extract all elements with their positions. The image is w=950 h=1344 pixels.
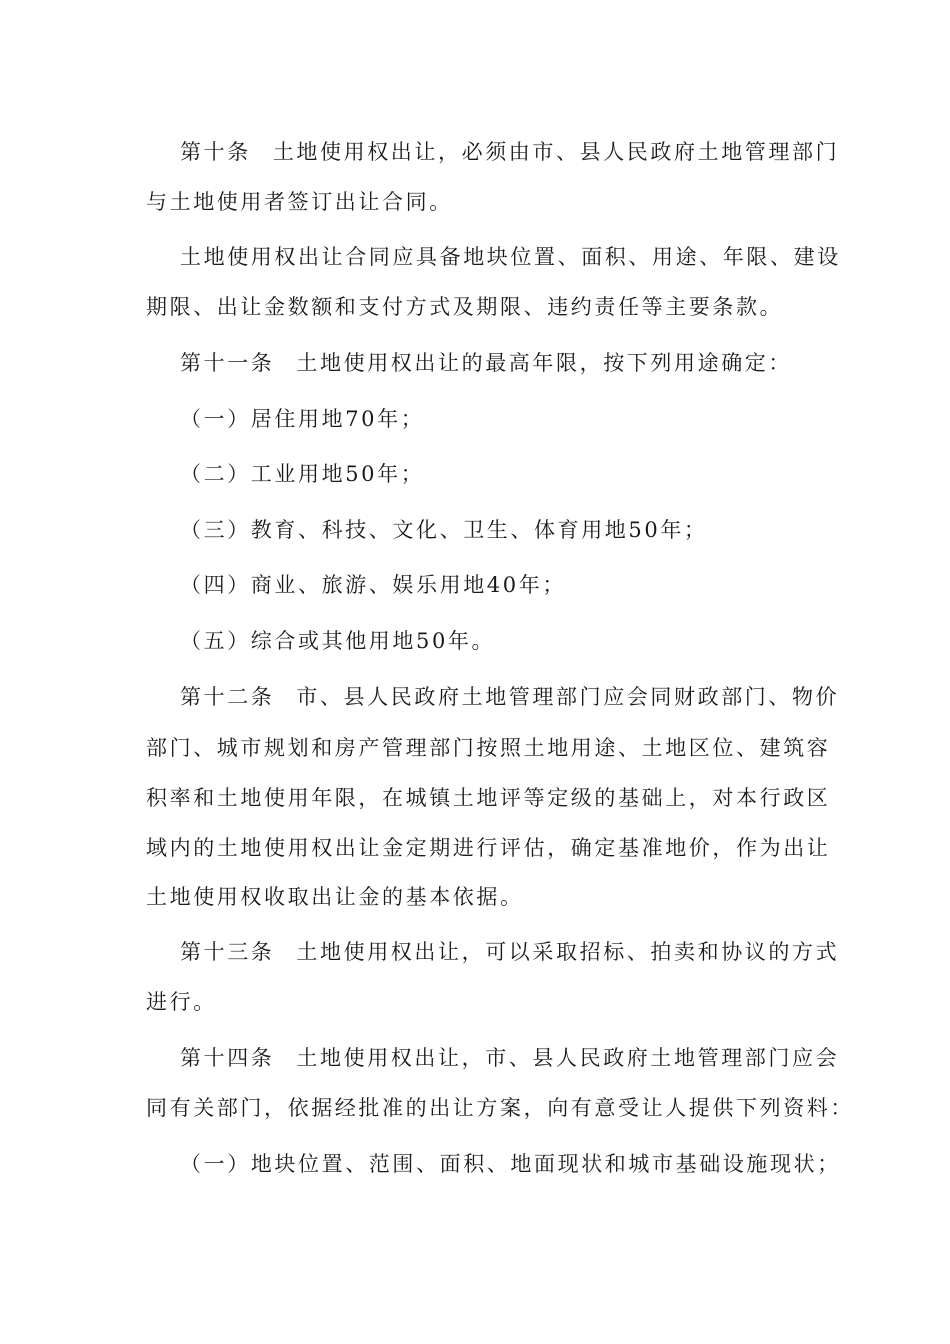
article-text: 土地使用权出让的最高年限，按下列用途确定： (296, 351, 793, 375)
article-10-line-1 (180, 137, 839, 167)
paragraph-line: 同有关部门，依据经批准的出让方案，向有意受让人提供下列资料： (146, 1096, 854, 1120)
paragraph-line: 积率和土地使用年限，在城镇土地评等定级的基础上，对本行政区 (146, 786, 831, 810)
paragraph-line: 进行。 (146, 990, 217, 1014)
article-heading: 第十四条 (180, 1046, 275, 1070)
article-12-line-1 (180, 682, 839, 712)
article-14-line-1 (180, 1043, 839, 1073)
article-text: 市、县人民政府土地管理部门应会同财政部门、物价 (296, 685, 840, 709)
article-heading: 第十条 (180, 140, 251, 164)
paragraph-line: 域内的土地使用权出让金定期进行评估，确定基准地价，作为出让 (146, 836, 831, 860)
paragraph-line: 土地使用权出让合同应具备地块位置、面积、用途、年限、建设 (180, 245, 841, 269)
paragraph-line: 期限、出让金数额和支付方式及期限、违约责任等主要条款。 (146, 295, 784, 319)
article-text: 土地使用权出让，必须由市、县人民政府土地管理部门 (272, 140, 840, 164)
article-10-line-2: 与土地使用者签订出让合同。 (146, 190, 453, 214)
list-item: （二）工业用地50年； (180, 462, 425, 486)
list-item: （四）商业、旅游、娱乐用地40年； (180, 573, 566, 597)
paragraph-line: 部门、城市规划和房产管理部门按照土地用途、土地区位、建筑容 (146, 736, 831, 760)
list-item: （五）综合或其他用地50年。 (180, 629, 496, 653)
article-11-line-1 (180, 348, 792, 378)
article-text: 土地使用权出让，市、县人民政府土地管理部门应会 (296, 1046, 840, 1070)
article-heading: 第十一条 (180, 351, 275, 375)
article-13-line-1 (180, 937, 839, 967)
article-heading: 第十二条 (180, 685, 275, 709)
paragraph-line: 土地使用权收取出让金的基本依据。 (146, 885, 524, 909)
list-item: （一）居住用地70年； (180, 407, 425, 431)
list-item: （一）地块位置、范围、面积、地面现状和城市基础设施现状； (180, 1152, 841, 1176)
article-heading: 第十三条 (180, 940, 275, 964)
list-item: （三）教育、科技、文化、卫生、体育用地50年； (180, 518, 708, 542)
article-text: 土地使用权出让，可以采取招标、拍卖和协议的方式 (296, 940, 840, 964)
